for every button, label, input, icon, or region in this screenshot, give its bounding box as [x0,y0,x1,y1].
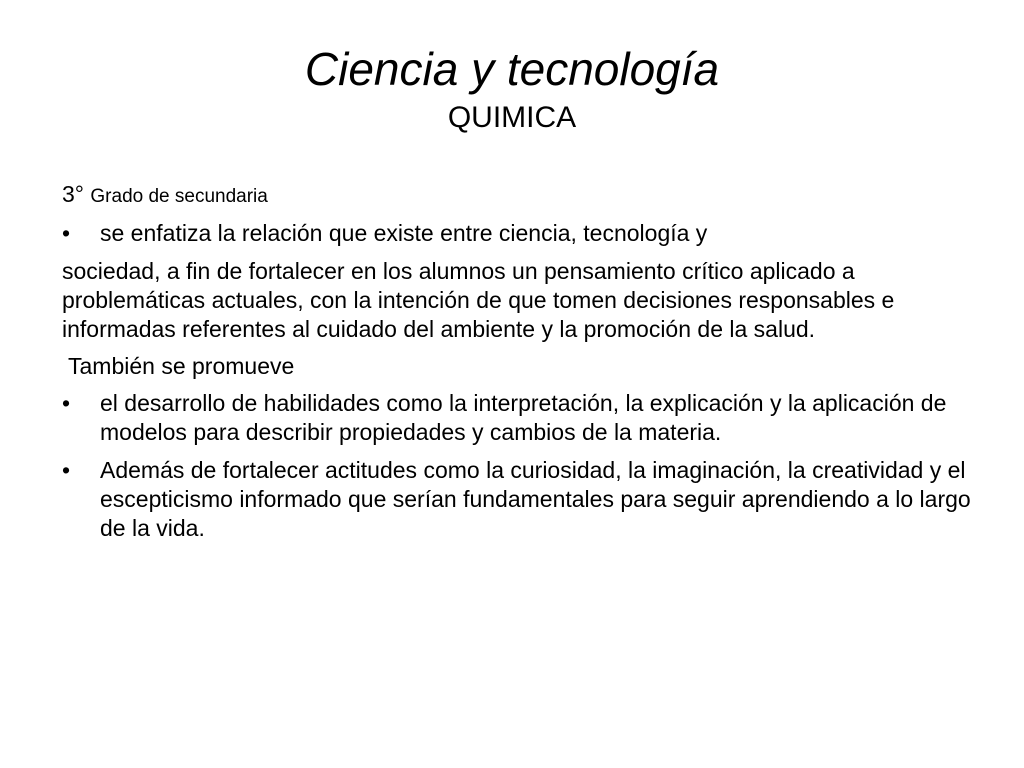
bullet-text-1: se enfatiza la relación que existe entre ciencia, tecnología y [100,220,708,246]
bullet-icon: • [62,390,71,416]
title-subtitle: QUIMICA [447,101,577,134]
slide-content [62,180,972,552]
bullet-text-2: el desarrollo de habilidades como la interpretación, la explicación y la aplicación de modelos para describir propiedades y cambios de la materia. [100,390,947,445]
bullet-item-1 [62,219,972,248]
bullet-icon: • [62,457,71,483]
bullet-text-3: Además de fortalecer actitudes como la curiosidad, la imaginación, la creatividad y el escepticismo informado que serían fundamentales para seguir aprendiendo a lo largo de la vida. [100,457,971,541]
bullet-item-2 [62,389,972,447]
bullet-item-3 [62,456,972,543]
title-main: Ciencia y tecnología [304,43,720,95]
grade-text: Grado de secundaria [90,186,268,207]
grade-line [62,180,972,211]
slide-title [0,40,1024,138]
also-promoted-line: También se promueve [68,353,295,379]
grade-number: 3° [62,181,84,207]
bullet-icon: • [62,220,71,246]
paragraph-1: sociedad, a fin de fortalecer en los alumnos un pensamiento crítico aplicado a problemáticas actuales, con la intención de que tomen decisiones responsables e informadas referentes al cuidado del ambiente y la promoción de la salud. [62,258,895,342]
